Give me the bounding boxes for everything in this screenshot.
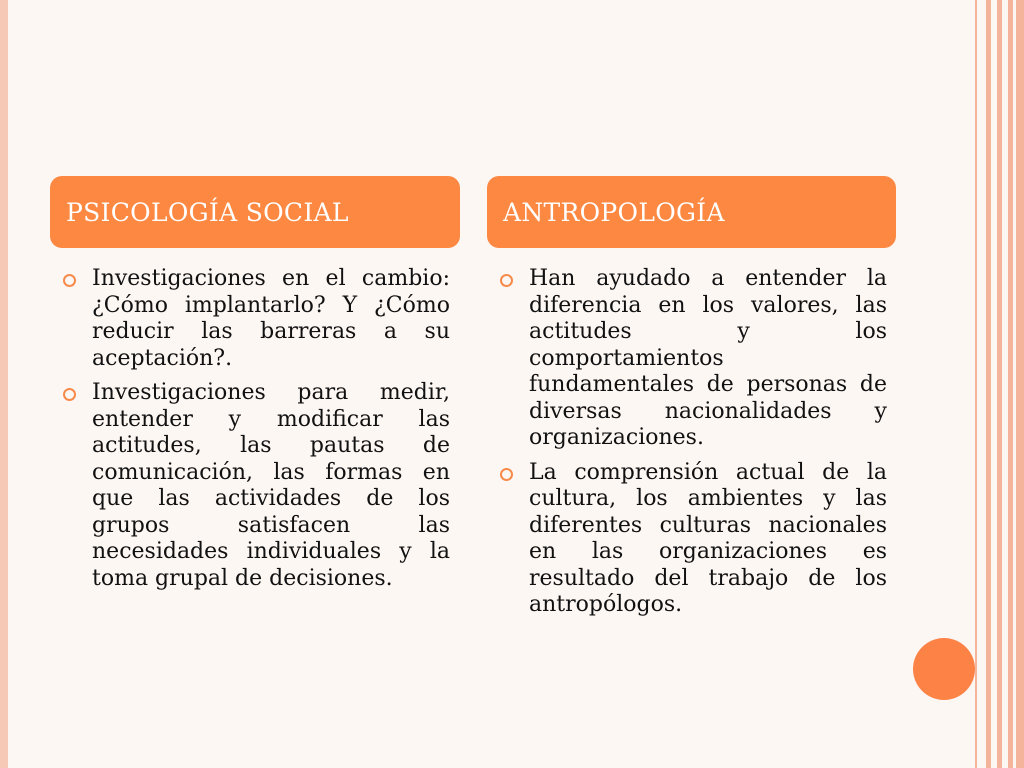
decorative-stripe [997, 0, 1002, 768]
left-border-stripe [0, 0, 8, 768]
decorative-stripe [975, 0, 977, 768]
list-item [60, 266, 450, 372]
ring-bullet-icon [63, 274, 76, 287]
bullet-list [60, 266, 450, 592]
bullet-text: Investigaciones en el cambio: ¿Cómo implantarlo? Y ¿Cómo reducir las barreras a su aceptación?. [92, 266, 450, 371]
bullet-text: Han ayudado a entender la diferencia en los valores, las actitudes y los comportamientos fundamentales de personas de diversas nacionalidades y organizaciones. [529, 266, 887, 450]
column-psicologia-social [50, 176, 460, 600]
column-header [50, 176, 460, 248]
decorative-stripe [986, 0, 991, 768]
ring-bullet-icon [500, 274, 513, 287]
accent-circle [913, 638, 975, 700]
column-header-label: ANTROPOLOGÍA [503, 197, 725, 227]
column-antropologia [487, 176, 896, 627]
decorative-stripe [1008, 0, 1024, 768]
decorative-stripe-gap [1013, 0, 1016, 768]
bullet-list [497, 266, 887, 619]
ring-bullet-icon [500, 468, 513, 481]
ring-bullet-icon [63, 388, 76, 401]
column-header [487, 176, 896, 248]
bullet-text: La comprensión actual de la cultura, los ambientes y las diferentes culturas nacionales en las organizaciones es resultado del trabajo de los antropólogos. [529, 459, 887, 617]
bullet-text: Investigaciones para medir, entender y modificar las actitudes, las pautas de comunicación, las formas en que las actividades de los grupos satisfacen las necesidades individuales y la toma grupal de decisiones. [92, 380, 450, 591]
list-item [497, 266, 887, 452]
list-item [60, 380, 450, 592]
column-header-label: PSICOLOGÍA SOCIAL [66, 197, 349, 227]
list-item [497, 460, 887, 619]
